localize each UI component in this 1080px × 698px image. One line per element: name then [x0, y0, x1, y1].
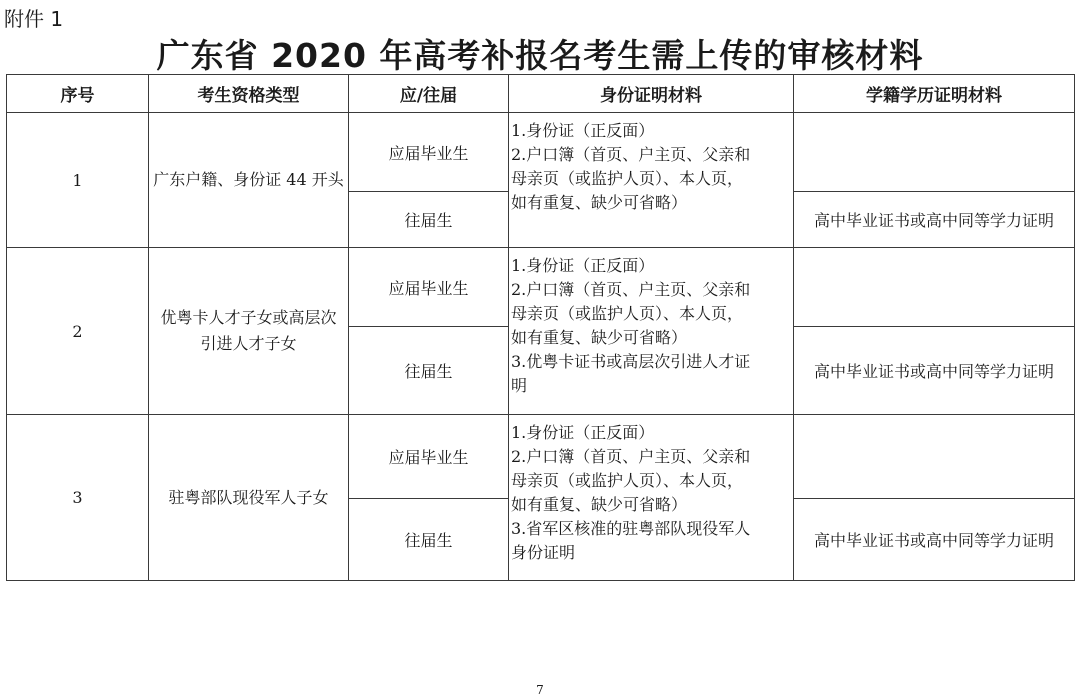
table-row — [7, 415, 1075, 499]
edu-docs-current — [794, 415, 1075, 499]
id-doc-line: 3.省军区核准的驻粤部队现役军人 — [511, 519, 751, 538]
table-row — [7, 113, 1075, 192]
id-doc-line: 1.身份证（正反面） — [511, 256, 655, 275]
document-title: 广东省 2020 年高考补报名考生需上传的审核材料 — [156, 36, 924, 75]
id-doc-line: 2.户口簿（首页、户主页、父亲和 — [511, 447, 751, 466]
id-documents — [509, 113, 794, 248]
edu-docs-past: 高中毕业证书或高中同等学力证明 — [794, 327, 1075, 415]
table-row — [7, 248, 1075, 327]
id-doc-line: 母亲页（或监护人页）、本人页， — [511, 471, 744, 490]
status-past: 往届生 — [349, 192, 509, 248]
status-past: 往届生 — [349, 327, 509, 415]
edu-docs-past: 高中毕业证书或高中同等学力证明 — [794, 499, 1075, 581]
id-documents — [509, 415, 794, 581]
id-doc-line: 母亲页（或监护人页）、本人页， — [511, 169, 744, 188]
row-number: 3 — [7, 415, 149, 581]
edu-docs-current — [794, 248, 1075, 327]
id-doc-line: 2.户口簿（首页、户主页、父亲和 — [511, 280, 751, 299]
id-doc-line: 1.身份证（正反面） — [511, 423, 655, 442]
id-doc-line: 1.身份证（正反面） — [511, 121, 655, 140]
status-current: 应届毕业生 — [349, 248, 509, 327]
status-past: 往届生 — [349, 499, 509, 581]
row-number: 1 — [7, 113, 149, 248]
id-doc-line: 如有重复、缺少可省略） — [511, 495, 688, 514]
attachment-label: 附件 1 — [4, 7, 64, 31]
id-doc-line: 母亲页（或监护人页）、本人页， — [511, 304, 744, 323]
header-edu-docs: 学籍学历证明材料 — [794, 75, 1075, 113]
page-number: 7 — [536, 683, 544, 697]
status-current: 应届毕业生 — [349, 113, 509, 192]
id-doc-line: 明 — [511, 376, 528, 395]
materials-table — [6, 74, 1075, 581]
edu-docs-current — [794, 113, 1075, 192]
id-doc-line: 如有重复、缺少可省略） — [511, 328, 688, 347]
id-doc-line: 如有重复、缺少可省略） — [511, 193, 688, 212]
id-doc-line: 3.优粤卡证书或高层次引进人才证 — [511, 352, 751, 371]
header-no: 序号 — [7, 75, 149, 113]
header-status: 应/往届 — [349, 75, 509, 113]
id-documents — [509, 248, 794, 415]
id-doc-line: 身份证明 — [511, 543, 576, 562]
row-number: 2 — [7, 248, 149, 415]
id-doc-line: 2.户口簿（首页、户主页、父亲和 — [511, 145, 751, 164]
status-current: 应届毕业生 — [349, 415, 509, 499]
qualification-type: 驻粤部队现役军人子女 — [149, 415, 349, 581]
header-id-docs: 身份证明材料 — [509, 75, 794, 113]
edu-docs-past: 高中毕业证书或高中同等学力证明 — [794, 192, 1075, 248]
table-header-row — [7, 75, 1075, 113]
qualification-type: 广东户籍、身份证 44 开头 — [149, 113, 349, 248]
qualification-type: 优粤卡人才子女或高层次引进人才子女 — [149, 248, 349, 415]
header-type: 考生资格类型 — [149, 75, 349, 113]
